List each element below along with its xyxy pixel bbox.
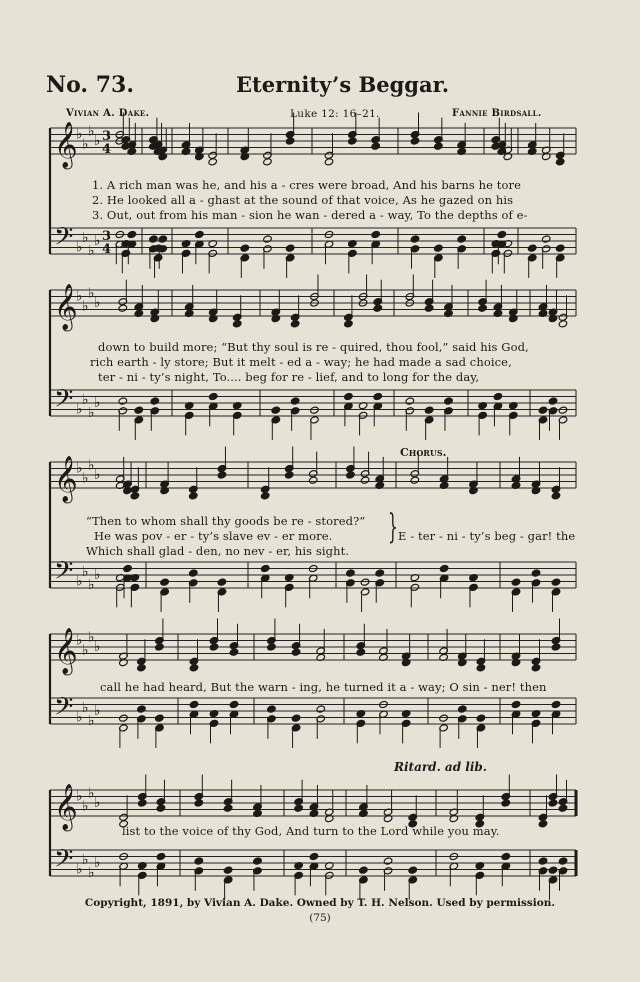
bass-clef: 𝄢 (54, 556, 74, 592)
verse-brace: } (387, 507, 398, 547)
flat-sign: ♭ (94, 703, 101, 719)
note-head (548, 799, 558, 807)
note-head (267, 643, 277, 651)
note-head (478, 304, 488, 312)
lyric-line: E - ter - ni - ty’s beg - gar! the (398, 529, 576, 543)
note-head (541, 235, 551, 243)
note-head (344, 320, 354, 328)
note-head (373, 304, 383, 312)
note-head (373, 392, 383, 400)
note-head (229, 648, 239, 656)
lyric-line: “Then to whom shall thy goods be re - stored?” (86, 514, 366, 528)
page-number: (75) (309, 912, 331, 924)
flat-sign: ♭ (76, 788, 83, 805)
note-head (263, 158, 273, 166)
lyric-line: rich earth - ly store; But it melt - ed a - way; he had made a sad choice, (90, 355, 512, 369)
note-head (291, 648, 301, 656)
note-head (149, 235, 159, 243)
note-head (155, 714, 165, 722)
note-head (209, 643, 219, 651)
lyric-line: 2. He looked all a - ghast at the sound of that voice, As he gazed on his (92, 193, 514, 207)
composer-credit: Fannie Birdsall. (452, 108, 542, 119)
note-head (497, 230, 507, 238)
note-head (344, 392, 354, 400)
flat-sign: ♭ (88, 864, 95, 881)
note-head (356, 648, 366, 656)
note-head (511, 578, 521, 586)
note-head (195, 230, 205, 238)
note-head (217, 471, 227, 479)
flat-sign: ♭ (76, 632, 83, 649)
bass-clef: 𝄢 (54, 844, 74, 880)
note-head (551, 643, 561, 651)
note-head (260, 564, 270, 572)
note-head (130, 492, 140, 500)
flat-sign: ♭ (76, 573, 83, 590)
flat-sign: ♭ (94, 395, 101, 411)
note-head (156, 804, 166, 812)
note-head (284, 471, 294, 479)
note-head (405, 397, 415, 405)
note-head (371, 230, 381, 238)
note-head (538, 406, 548, 414)
flat-sign: ♭ (94, 295, 101, 311)
note-head (310, 406, 320, 414)
note-head (290, 397, 300, 405)
note-head (551, 492, 561, 500)
note-head (134, 406, 144, 414)
author-credit: Vivian A. Dake. (66, 108, 150, 119)
note-head (383, 857, 393, 865)
note-head (291, 714, 301, 722)
note-head (123, 564, 133, 572)
note-head (137, 664, 147, 672)
note-head (189, 492, 199, 500)
note-head (548, 397, 558, 405)
note-head (410, 235, 420, 243)
note-head (263, 235, 273, 243)
lyric-line: 3. Out, out from his man - sion he wan - dered a - way, To the depths of e- (92, 208, 528, 222)
flat-sign: ♭ (76, 861, 83, 878)
note-head (118, 397, 128, 405)
note-head (189, 664, 199, 672)
flat-sign: ♭ (82, 470, 89, 487)
flat-sign: ♭ (82, 851, 89, 868)
note-head (558, 857, 568, 865)
flat-sign: ♭ (76, 126, 83, 143)
chorus-marker: Chorus. (400, 446, 447, 459)
note-head (223, 866, 233, 874)
note-head (160, 578, 170, 586)
note-head (360, 578, 370, 586)
note-head (555, 244, 565, 252)
note-head (527, 244, 537, 252)
note-head (208, 392, 218, 400)
flat-sign: ♭ (88, 576, 95, 593)
note-head (439, 714, 449, 722)
note-head (158, 235, 168, 243)
note-head (371, 142, 381, 150)
note-head (229, 700, 239, 708)
note-head (501, 852, 511, 860)
lyric-line: Which shall glad - den, no nev - er, his sight. (86, 544, 350, 558)
flat-sign: ♭ (94, 795, 101, 811)
note-head (531, 569, 541, 577)
note-head (531, 664, 541, 672)
note-head (119, 714, 129, 722)
note-head (346, 471, 356, 479)
flat-sign: ♭ (76, 288, 83, 305)
note-head (439, 564, 449, 572)
flat-sign: ♭ (88, 242, 95, 259)
treble-clef: 𝄞 (54, 122, 78, 168)
note-head (309, 852, 319, 860)
note-head (410, 137, 420, 145)
note-head (434, 244, 444, 252)
note-head (511, 700, 521, 708)
note-head (360, 476, 370, 484)
note-head (294, 804, 304, 812)
flat-sign: ♭ (88, 712, 95, 729)
lyric-line: 1. A rich man was he, and his a - cres were broad, And his barns he tore (92, 178, 522, 192)
note-head (138, 799, 148, 807)
flat-sign: ♭ (76, 460, 83, 477)
flat-sign: ♭ (94, 567, 101, 583)
note-head (150, 397, 160, 405)
song-title: Eternity’s Beggar. (236, 72, 450, 97)
flat-sign: ♭ (82, 699, 89, 716)
treble-clef: 𝄞 (54, 284, 78, 330)
note-head (127, 230, 137, 238)
time-signature: 3 (102, 229, 112, 244)
note-head (285, 244, 295, 252)
note-head (217, 578, 227, 586)
note-head (194, 799, 204, 807)
copyright-notice: Copyright, 1891, by Vivian A. Dake. Owned by T. H. Nelson. Used by permission. (84, 897, 556, 909)
treble-clef: 𝄞 (54, 628, 78, 674)
note-head (476, 664, 486, 672)
note-head (555, 158, 565, 166)
flat-sign: ♭ (88, 629, 95, 646)
flat-sign: ♭ (76, 401, 83, 418)
note-head (493, 392, 503, 400)
note-head (558, 804, 568, 812)
note-head (240, 244, 250, 252)
note-head (156, 852, 166, 860)
flat-sign: ♭ (76, 709, 83, 726)
note-head (189, 569, 199, 577)
bass-clef: 𝄢 (54, 222, 74, 258)
flat-sign: ♭ (94, 855, 101, 871)
note-head (538, 820, 548, 828)
bass-clef: 𝄢 (54, 384, 74, 420)
note-head (290, 320, 300, 328)
flat-sign: ♭ (82, 563, 89, 580)
note-head (424, 304, 434, 312)
note-head (223, 804, 233, 812)
time-signature: 3 (102, 129, 112, 144)
note-head (424, 406, 434, 414)
note-head (408, 866, 418, 874)
note-head (155, 643, 165, 651)
note-head (118, 304, 128, 312)
flat-sign: ♭ (94, 467, 101, 483)
note-head (434, 142, 444, 150)
flat-sign: ♭ (82, 229, 89, 246)
note-head (458, 705, 468, 713)
flat-sign: ♭ (82, 391, 89, 408)
flat-sign: ♭ (76, 239, 83, 256)
note-head (551, 578, 561, 586)
flat-sign: ♭ (82, 298, 89, 315)
note-head (410, 476, 420, 484)
note-head (558, 320, 568, 328)
page-number-heading: No. 73. (46, 72, 134, 98)
lyric-line: ter - ni - ty’s night, To.... beg for re - lief, and to long for the day, (98, 370, 480, 384)
note-head (308, 476, 318, 484)
note-head (316, 705, 326, 713)
lyric-line: list to the voice of thy God, And turn to the Lord while you may. (122, 824, 500, 838)
note-head (457, 235, 467, 243)
note-head (253, 857, 263, 865)
treble-clef: 𝄞 (54, 784, 78, 830)
note-head (538, 857, 548, 865)
flat-sign: ♭ (88, 785, 95, 802)
note-head (444, 397, 454, 405)
note-head (324, 158, 334, 166)
bass-clef: 𝄢 (54, 692, 74, 728)
note-head (348, 137, 358, 145)
note-head (260, 492, 270, 500)
flat-sign: ♭ (94, 639, 101, 655)
note-head (501, 799, 511, 807)
treble-clef: 𝄞 (54, 456, 78, 502)
flat-sign: ♭ (94, 233, 101, 249)
note-head (375, 569, 385, 577)
note-head (208, 158, 218, 166)
scripture-reference: Luke 12: 16–21. (290, 108, 380, 120)
flat-sign: ♭ (88, 285, 95, 302)
note-head (232, 320, 242, 328)
note-head (359, 866, 369, 874)
note-head (551, 700, 561, 708)
time-signature: 4 (102, 242, 112, 257)
ritard-marker: Ritard. ad lib. (394, 760, 487, 774)
note-head (267, 705, 277, 713)
note-head (189, 700, 199, 708)
note-head (194, 857, 204, 865)
flat-sign: ♭ (88, 404, 95, 421)
note-head (476, 714, 486, 722)
flat-sign: ♭ (82, 642, 89, 659)
note-head (285, 137, 295, 145)
flat-sign: ♭ (94, 133, 101, 149)
flat-sign: ♭ (88, 123, 95, 140)
note-head (346, 569, 356, 577)
flat-sign: ♭ (82, 798, 89, 815)
flat-sign: ♭ (82, 136, 89, 153)
note-head (271, 406, 281, 414)
note-head (137, 705, 147, 713)
lyric-line: call he had heard, But the warn - ing, he turned it a - way; O sin - ner! then (100, 680, 547, 694)
note-head (548, 866, 558, 874)
flat-sign: ♭ (88, 457, 95, 474)
lyric-line: down to build more; “But thy soul is re - quired, thou fool,” said his God, (98, 340, 529, 354)
lyric-line: He was pov - er - ty’s slave ev - er more. (94, 529, 333, 543)
time-signature: 4 (102, 142, 112, 157)
note-head (558, 406, 568, 414)
